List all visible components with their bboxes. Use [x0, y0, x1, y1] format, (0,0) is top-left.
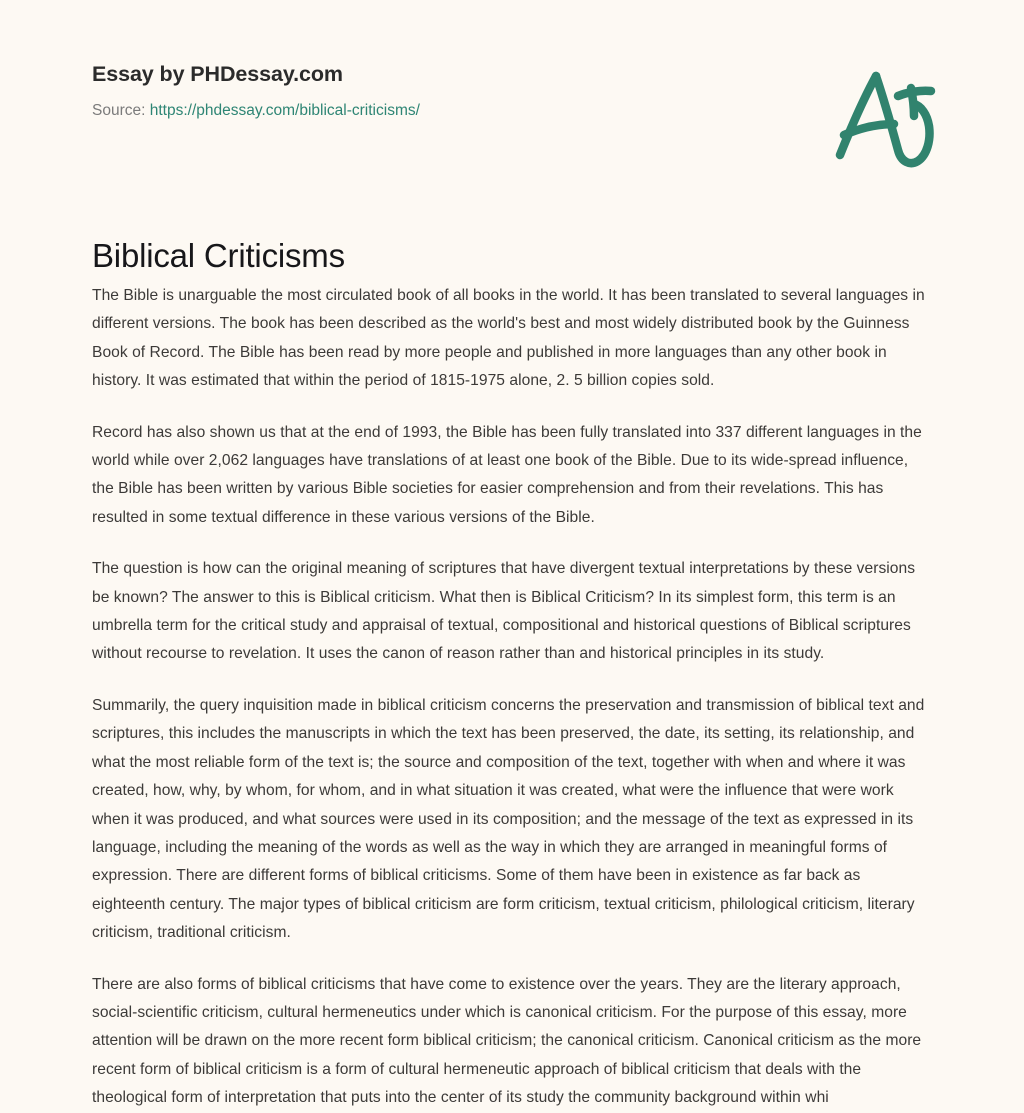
source-line — [92, 101, 792, 121]
source-label: Source: — [92, 101, 146, 119]
source-url-link[interactable]: https://phdessay.com/biblical-criticisms/ — [149, 101, 420, 119]
aplus-logo-glyph — [828, 58, 948, 173]
brand-title: Essay by PHDessay.com — [92, 62, 343, 86]
paragraph: The question is how can the original meaning of scriptures that have divergent textual interpretations by these versions be known? The answer to this is Biblical criticism. What then is Biblical Criticism? In its simplest form, this term is an umbrella term for the critical study and appraisal of textual, compositional and historical questions of Biblical scriptures without recourse to revelation. It uses the canon of reason rather than and historical principles in its study. — [92, 560, 916, 663]
aplus-logo-icon — [828, 58, 948, 173]
essay-body — [92, 282, 932, 1113]
page-title: Biblical Criticisms — [92, 237, 345, 275]
paragraph: There are also forms of biblical criticisms that have come to existence over the years. They are the literary approach, social-scientific criticism, cultural hermeneutics under which is canonical criticism. For the purpose of this essay, more attention will be drawn on the more recent form biblical criticism; the canonical criticism. Canonical criticism as the more recent form of biblical criticism is a form of cultural hermeneutic approach of biblical criticism that deals with the theological form of interpretation that puts into the center of its study the community background within whi — [92, 975, 922, 1107]
paragraph: The Bible is unarguable the most circulated book of all books in the world. It has been translated to several languages in different versions. The book has been described as the world's best and most widely distributed book by the Guinness Book of Record. The Bible has been read by more people and published in more languages than any other book in history. It was estimated that within the period of 1815-1975 alone, 2. 5 billion copies sold. — [92, 287, 925, 390]
paragraph: Summarily, the query inquisition made in biblical criticism concerns the preservation and transmission of biblical text and scriptures, this includes the manuscripts in which the text has been preserved, the date, its setting, its relationship, and what the most reliable form of the text is; the source and composition of the text, together with when and where it was created, how, why, by whom, for whom, and in what situation it was created, what were the influence that were work when it was produced, and what sources were used in its composition; and the message of the text as expressed in its language, including the meaning of the words as well as the way in which they are arranged in meaningful forms of expression. There are different forms of biblical criticisms. Some of them have been in existence as far back as eighteenth century. The major types of biblical criticism are form criticism, textual criticism, philological criticism, literary criticism, traditional criticism. — [92, 696, 925, 942]
paragraph: Record has also shown us that at the end of 1993, the Bible has been fully translated into 337 different languages in the world while over 2,062 languages have translations of at least one book of the Bible. Due to its wide-spread influence, the Bible has been written by various Bible societies for easier comprehension and from their revelations. This has resulted in some textual difference in these various versions of the Bible. — [92, 423, 922, 526]
page-header — [92, 62, 792, 121]
